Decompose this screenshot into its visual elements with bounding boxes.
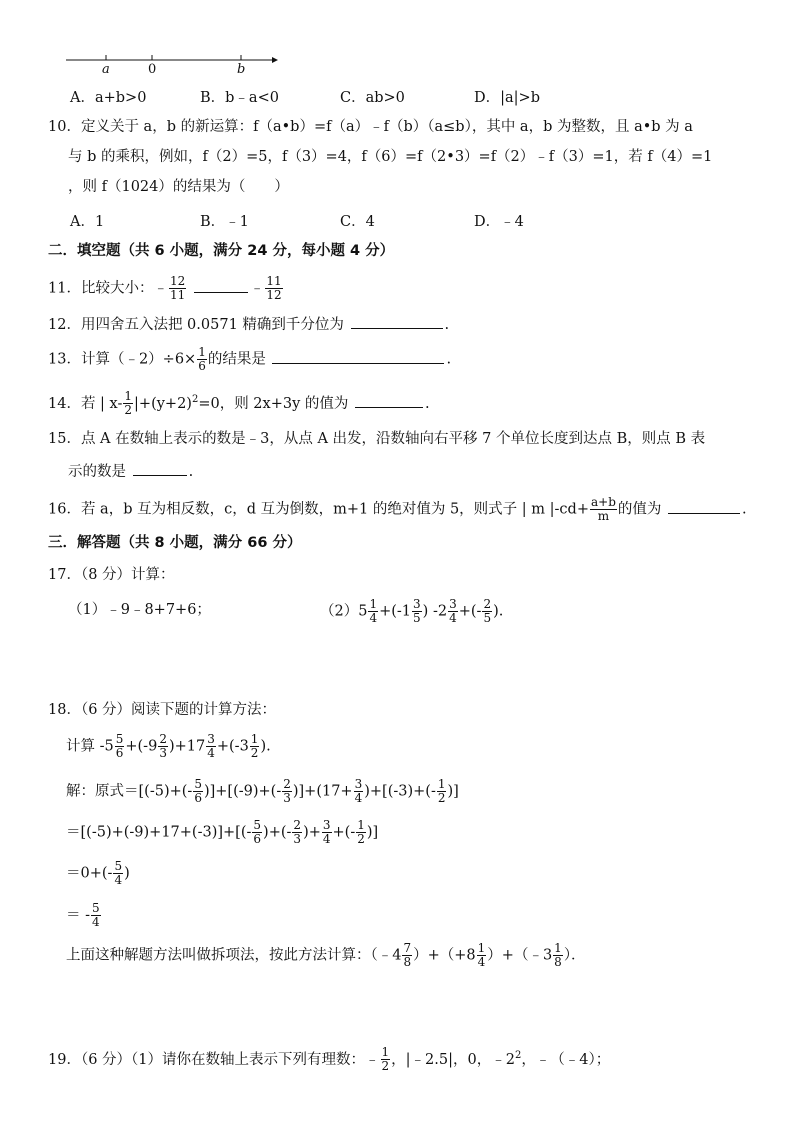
q16-den: m [597,509,610,523]
q14-end: . [425,395,430,412]
q16-fraction [590,496,617,523]
q14-suffix: =0，则 2x+3y 的值为 [198,395,349,412]
number-line-label-a: a [102,62,110,77]
q17-frac-3: $\frac{3}{4}$ [449,597,457,625]
q17-part2-label: （2）5 [320,603,368,620]
q18-calc-label: 计算 [66,738,95,755]
q18-solution-line-2: ＝[(-5)+(-9)+17+(-3)]+[(- $\frac{5}{6}$ )+(- $\frac{2}{3}$ )+ $\frac{3}{4}$ +(- $\frac{1}{2}$ )] [66,818,379,846]
section-2-heading: 二．填空题（共 6 小题，满分 24 分，每小题 4 分） [48,243,395,259]
q14 [48,390,430,417]
q18-sol-label: 解：原式＝ [66,783,139,800]
q13-prefix: 13．计算（﹣2）÷6× [48,351,197,368]
q14-num: 1 [124,389,133,404]
q11-f2-num: 11 [266,274,282,288]
q17-frac-2: $\frac{3}{5}$ [413,597,421,625]
q16-num: a+b [590,495,616,509]
q10-line-1: 10．定义关于 a，b 的新运算：f（a•b）=f（a）﹣f（b）（a≤b），其中 a，b 为整数，且 a•b 为 a [48,119,693,135]
q18-solution-line-4: ＝ - $\frac{5}{4}$ [66,901,100,929]
q13-answer-blank[interactable] [272,349,444,364]
q13-den: 6 [198,359,206,373]
q15-line-1: 15．点 A 在数轴上表示的数是﹣3，从点 A 出发，沿数轴向右平移 7 个单位长度到达点 B，则点 B 表 [48,431,706,447]
q11-f1-num: 12 [169,274,186,288]
q19-fraction: $\frac{1}{2}$ [381,1045,390,1074]
q11-fraction-1 [169,275,186,302]
q14-prefix: 14．若 | x- [48,395,123,412]
q11-prefix: 11．比较大小： [48,280,154,297]
q10-option-a: A．1 [70,214,105,230]
q12-answer-blank[interactable] [351,314,443,329]
q19-text: 19．（6 分）（1）请你在数轴上表示下列有理数：﹣ [48,1051,380,1068]
q15-answer-blank[interactable] [133,461,187,476]
q13-end: . [446,351,452,368]
q10-option-c: C．4 [340,214,375,230]
q13 [48,346,451,373]
number-line-label-b: b [237,62,246,77]
q10-option-d: D．﹣4 [474,214,524,230]
number-line-arrow [272,57,278,63]
q17-part-2: （2）5 $\frac{1}{4}$ +(-1 $\frac{3}{5}$ ) -2 $\frac{3}{4}$ +(- $\frac{2}{5}$ ). [320,597,504,625]
q16-end: . [741,501,747,518]
q14-fraction [123,390,133,417]
q11-fraction-2 [265,275,282,302]
q9-option-d: D．|a|>b [474,90,540,106]
q9-option-b: B．b﹣a<0 [200,90,279,106]
q13-num: 1 [198,345,206,359]
q16-answer-blank[interactable] [668,499,740,514]
q17-frac-1: $\frac{1}{4}$ [369,597,378,625]
q18-title: 18．（6 分）阅读下题的计算方法： [48,702,277,718]
q19-rest: ，|﹣2.5|，0，﹣2 [391,1051,515,1068]
number-line-figure [62,50,282,80]
q16 [48,496,747,523]
q17-part-1: （1）﹣9﹣8+7+6； [68,602,211,618]
q12-text: 12．用四舍五入法把 0.0571 精确到千分位为 [48,317,344,333]
q10-option-b: B．﹣1 [200,214,249,230]
q12 [48,314,449,335]
q18-task: 上面这种解题方法叫做拆项法，按此方法计算：（﹣4 $\frac{7}{8}$ ）+（+8 $\frac{1}{4}$ ）+（﹣3 $\frac{1}{8}$ ）． [66,941,586,969]
q13-fraction [197,346,207,373]
q18-calc: 计算 -5 $\frac{5}{6}$ +(-9 $\frac{2}{3}$ )+17 $\frac{3}{4}$ +(-3 $\frac{1}{2}$ ). [66,732,271,760]
q13-suffix: 的结果是 [207,351,266,368]
q14-answer-blank[interactable] [355,393,423,408]
q16-prefix: 16．若 a，b 互为相反数，c，d 互为倒数，m+1 的绝对值为 5，则式子 | m |-cd+ [48,501,589,518]
q11: 11．比较大小：﹣ $\frac{12}{11}$ ﹣ $\frac{11}{12}$ [48,274,282,302]
q17-title: 17．（8 分）计算： [48,567,175,583]
q19-exponent: 2 [514,1050,522,1061]
q11-f1-den: 11 [169,288,186,302]
q15-line2-text: 示的数是 [68,464,126,480]
q10-line-2: 与 b 的乘积，例如，f（2）=5，f（3）=4，f（6）=f（2•3）=f（2）﹣f（3）=1，若 f（4）=1 [68,149,713,165]
number-line-label-0: 0 [148,62,157,77]
q19 [48,1046,610,1073]
q11-answer-blank[interactable] [194,278,248,293]
q19-end: ，﹣（﹣4）； [521,1051,611,1068]
q10-line-3: ，则 f（1024）的结果为（ ） [68,179,289,195]
q17-frac-4: $\frac{2}{5}$ [483,597,492,625]
section-3-heading: 三．解答题（共 8 小题，满分 66 分） [48,535,302,551]
q14-den: 2 [124,403,133,418]
q9-option-c: C．ab>0 [340,90,405,106]
q11-f2-den: 12 [266,288,282,302]
q16-suffix: 的值为 [617,501,662,518]
q18-solution-line-3: ＝0+(- $\frac{5}{4}$ ) [66,859,130,887]
q14-mid: |+(y+2) [134,395,192,412]
q18-solution-line-1: 解：原式＝[(-5)+(- $\frac{5}{6}$ )]+[(-9)+(- $\frac{2}{3}$ )]+(17+ $\frac{3}{4}$ )+[(-3)+(- $\frac{1}{2}$ )] [66,777,459,805]
q14-exponent: 2 [191,394,199,405]
q15-line-2 [68,461,193,482]
q18-note: 上面这种解题方法叫做拆项法，按此方法计算：（﹣4 [66,947,402,964]
q12-end: . [444,317,450,333]
q9-option-a: A．a+b>0 [70,90,147,106]
q15-end: . [188,464,194,480]
